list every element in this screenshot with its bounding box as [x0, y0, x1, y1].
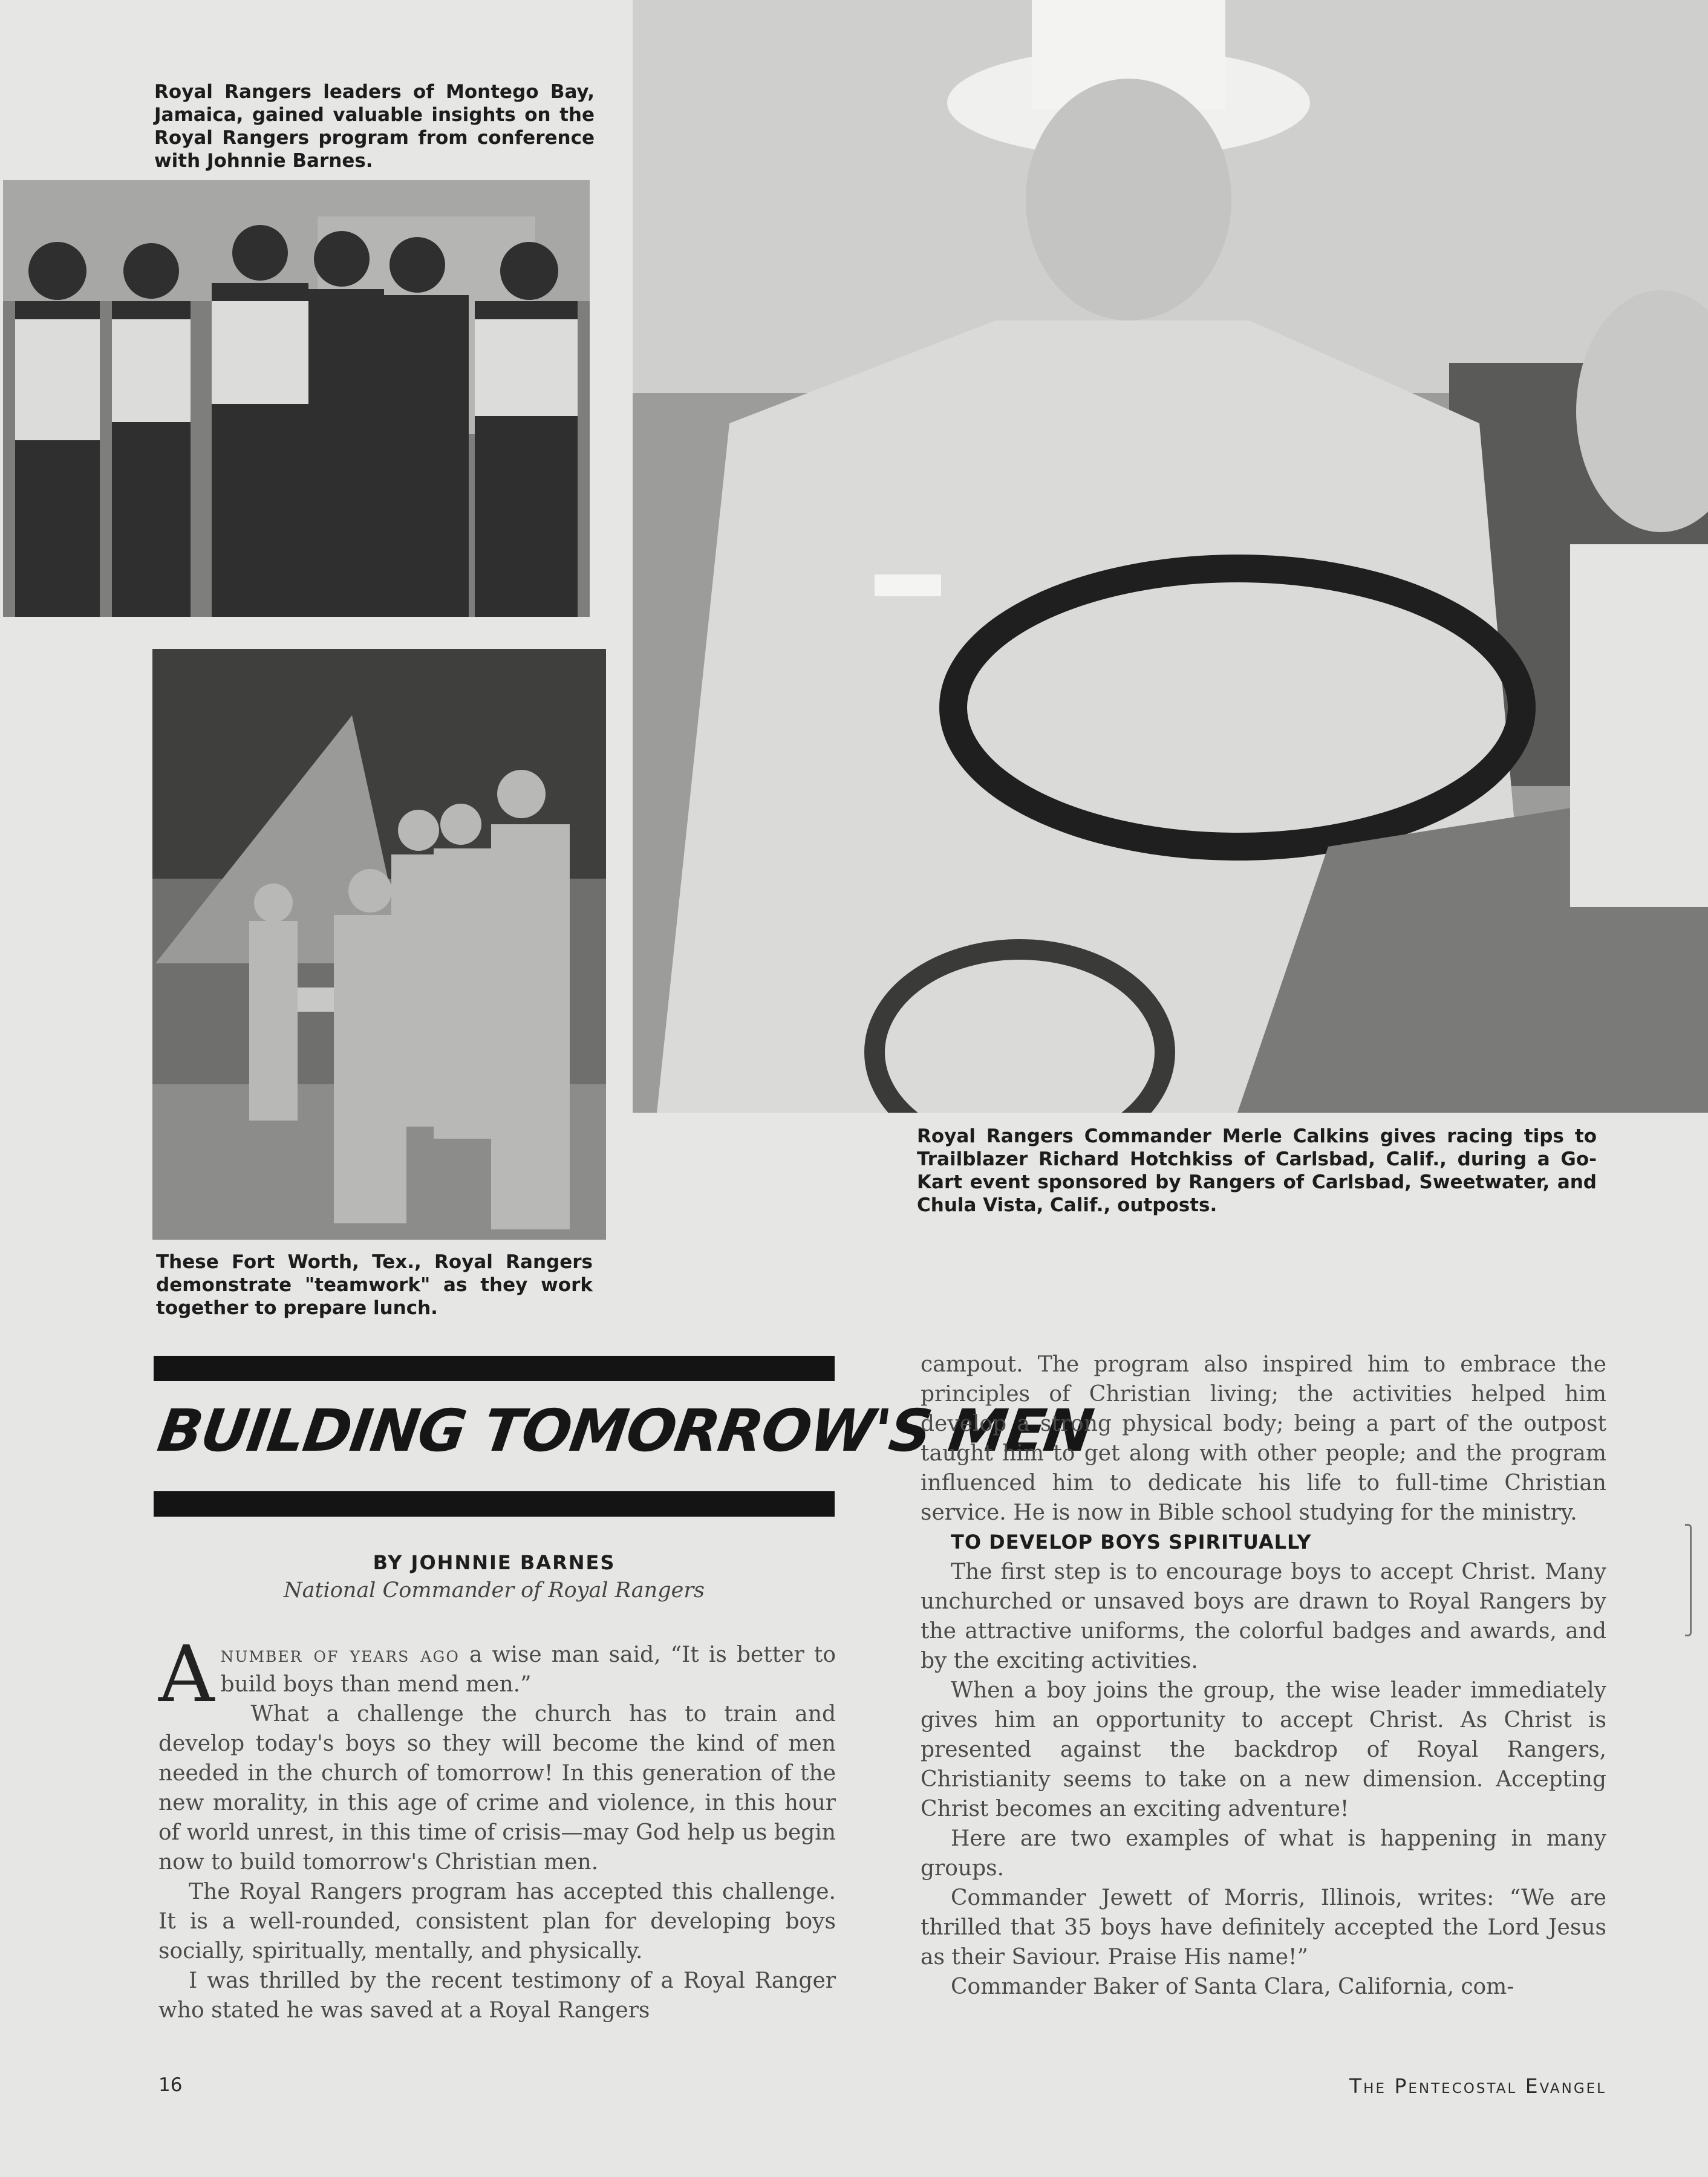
lead-smallcaps: number of years ago	[220, 1642, 460, 1667]
page-number: 16	[158, 2074, 183, 2096]
photo-gokart	[633, 0, 1708, 1113]
paragraph: Commander Jewett of Morris, Illinois, writes: “We are thrilled that 35 boys have definitely accepted the Lord Jesus as their Saviour. Praise His name!”	[921, 1886, 1606, 1970]
paragraph: Commander Baker of Santa Clara, California, com-	[951, 1974, 1514, 1999]
caption-fort-worth: These Fort Worth, Tex., Royal Rangers demonstrate "teamwork" as they work together to prepare lunch.	[156, 1251, 593, 1319]
caption-calkins: Royal Rangers Commander Merle Calkins gives racing tips to Trailblazer Richard Hotchkiss of Carlsbad, Calif., during a Go-Kart event sponsored by Rangers of Carlsbad, Sweetwater, and Chula Vista, Calif., outposts.	[917, 1125, 1597, 1216]
author-title: National Commander of Royal Rangers	[283, 1578, 705, 1603]
article-title: BUILDING TOMORROW'S MEN	[154, 1397, 1097, 1465]
lead-rest: a wise man said, “It is better to build boys than mend men.”	[220, 1642, 836, 1697]
paragraph: When a boy joins the group, the wise leader immediately gives him an opportunity to accept Christ. As Christ is presented against the backdrop of Royal Rangers, Christianity seems to take on a new dimension. Accepting Christ becomes an exciting adventure!	[921, 1678, 1606, 1821]
photo-jamaica-group	[3, 180, 590, 617]
paragraph: The Royal Rangers program has accepted this challenge. It is a well-rounded, consistent plan for developing boys socially, spiritually, mentally, and physically.	[158, 1879, 836, 1964]
lead-paragraph	[158, 1630, 836, 1720]
paragraph: Here are two examples of what is happening in many groups.	[921, 1826, 1606, 1881]
staple-mark	[1685, 1524, 1692, 1636]
article-column-1	[158, 1630, 836, 2025]
headline-rule-top	[154, 1356, 835, 1381]
paragraph: What a challenge the church has to train and develop today's boys so they will become the kind of men needed in the church of tomorrow! In this generation of the new morality, in this age of crime and violence, in this hour of world unrest, in this time of crisis—may God help us begin now to build tomorrow's Christian men.	[158, 1702, 836, 1875]
photo-camp-lunch	[152, 649, 606, 1240]
continuation-paragraph: campout. The program also inspired him to embrace the principles of Christian living; the activities helped him develop a strong physical body; being a part of the outpost taught him to get along with other people; and the program influenced him to dedicate his life to full-time Christian service. He is now in Bible school studying for the ministry.	[921, 1352, 1606, 1525]
section-subhead: TO DEVELOP BOYS SPIRITUALLY	[951, 1531, 1312, 1554]
paragraph: I was thrilled by the recent testimony of a Royal Ranger who stated he was saved at a Royal Rangers	[158, 1968, 836, 2023]
article-column-2	[921, 1350, 1606, 2002]
headline-rule-bottom	[154, 1491, 835, 1517]
caption-jamaica: Royal Rangers leaders of Montego Bay, Jamaica, gained valuable insights on the Royal Rangers program from conference with Johnnie Barnes.	[154, 81, 595, 172]
photo-camp-lunch-art	[152, 649, 606, 1240]
byline: BY JOHNNIE BARNES	[373, 1551, 616, 1574]
photo-gokart-art	[633, 0, 1708, 1113]
drop-cap: A	[158, 1630, 215, 1720]
paragraph: The first step is to encourage boys to accept Christ. Many unchurched or unsaved boys are drawn to Royal Rangers by the attractive uniforms, the colorful badges and awards, and by the exciting activities.	[921, 1560, 1606, 1673]
publication-name: The Pentecostal Evangel	[1349, 2074, 1606, 2098]
